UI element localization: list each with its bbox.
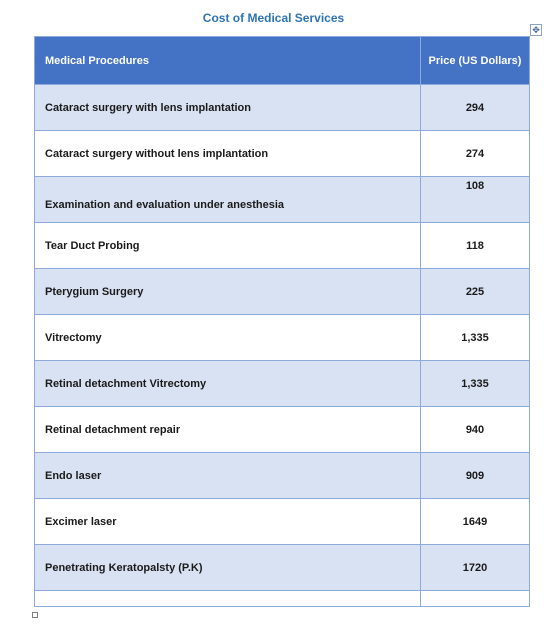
procedure-cell[interactable]: Penetrating Keratopalsty (P.K) bbox=[35, 545, 421, 591]
price-cell[interactable]: 118 bbox=[421, 223, 530, 269]
price-cell[interactable]: 1649 bbox=[421, 499, 530, 545]
table-row bbox=[35, 407, 530, 453]
procedure-cell[interactable]: Tear Duct Probing bbox=[35, 223, 421, 269]
price-cell[interactable]: 1,335 bbox=[421, 315, 530, 361]
empty-cell[interactable] bbox=[421, 591, 530, 607]
procedure-cell[interactable]: Retinal detachment Vitrectomy bbox=[35, 361, 421, 407]
table-row bbox=[35, 223, 530, 269]
price-cell[interactable]: 909 bbox=[421, 453, 530, 499]
table-row bbox=[35, 453, 530, 499]
table-row bbox=[35, 131, 530, 177]
table-row bbox=[35, 269, 530, 315]
table-resize-handle-icon[interactable] bbox=[32, 612, 38, 618]
table-row bbox=[35, 315, 530, 361]
table-move-handle-icon[interactable]: ✥ bbox=[530, 24, 542, 36]
price-cell[interactable]: 108 bbox=[421, 177, 530, 223]
procedure-cell[interactable]: Cataract surgery without lens implantation bbox=[35, 131, 421, 177]
table-row bbox=[35, 177, 530, 223]
price-cell[interactable]: 1,335 bbox=[421, 361, 530, 407]
procedure-cell[interactable]: Cataract surgery with lens implantation bbox=[35, 85, 421, 131]
table-row bbox=[35, 361, 530, 407]
table-row bbox=[35, 499, 530, 545]
table-row bbox=[35, 545, 530, 591]
price-cell[interactable]: 940 bbox=[421, 407, 530, 453]
price-cell[interactable]: 294 bbox=[421, 85, 530, 131]
procedure-cell[interactable]: Vitrectomy bbox=[35, 315, 421, 361]
header-price[interactable]: Price (US Dollars) bbox=[421, 37, 530, 85]
table-row bbox=[35, 85, 530, 131]
price-cell[interactable]: 274 bbox=[421, 131, 530, 177]
header-procedures[interactable]: Medical Procedures bbox=[35, 37, 421, 85]
pricing-table bbox=[34, 36, 530, 607]
price-cell[interactable]: 225 bbox=[421, 269, 530, 315]
procedure-cell[interactable]: Retinal detachment repair bbox=[35, 407, 421, 453]
procedure-cell[interactable]: Examination and evaluation under anesthesia bbox=[35, 177, 421, 223]
procedure-cell[interactable]: Excimer laser bbox=[35, 499, 421, 545]
document-title: Cost of Medical Services bbox=[202, 11, 345, 25]
procedure-cell[interactable]: Pterygium Surgery bbox=[35, 269, 421, 315]
table-header-row bbox=[35, 37, 530, 85]
price-cell[interactable]: 1720 bbox=[421, 545, 530, 591]
empty-cell[interactable] bbox=[35, 591, 421, 607]
procedure-cell[interactable]: Endo laser bbox=[35, 453, 421, 499]
table-row-empty bbox=[35, 591, 530, 607]
